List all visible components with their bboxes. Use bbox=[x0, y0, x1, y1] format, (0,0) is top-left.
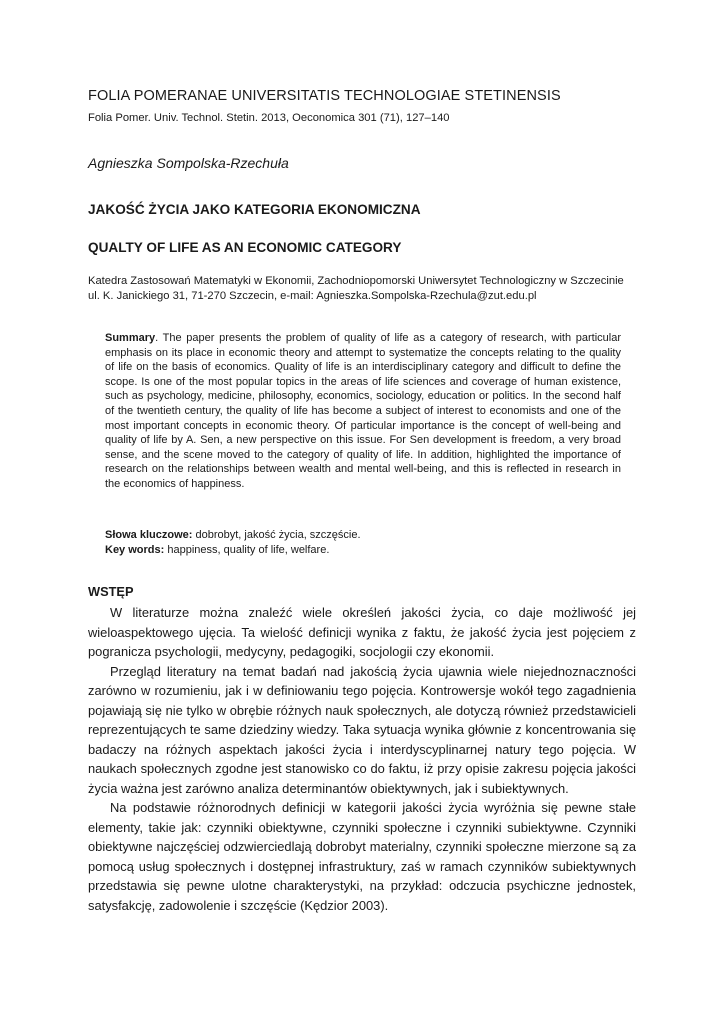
summary-abstract bbox=[105, 331, 621, 492]
section-heading: WSTĘP bbox=[88, 584, 134, 599]
author-name: Agnieszka Sompolska-Rzechuła bbox=[88, 155, 289, 171]
author-affiliation bbox=[88, 274, 624, 303]
body-paragraph: W literaturze można znaleźć wiele określeń jakości życia, co daje możliwość jej wieloaspektowego ujęcia. Ta wielość definicji wynika z faktu, że jakość życia jest pojęciem z pogranicza psychologii, medycyny, pedagogiki, socjologii czy ekonomii. bbox=[88, 605, 636, 659]
article-title-english: QUALTY OF LIFE AS AN ECONOMIC CATEGORY bbox=[88, 240, 402, 255]
body-paragraph: Na podstawie różnorodnych definicji w kategorii jakości życia wyróżnia się pewne stałe elementy, takie jak: czynniki obiektywne, czynniki społeczne i czynniki subiektywne. Czynniki obiektywne najczęściej odzwierciedlają dobrobyt materialny, czynniki społeczne mierzone są za pomocą usług społecznych i dostępnej infrastruktury, zaś w ramach czynników subiektywnych przedstawia się pewne ulotne charakterystyki, na przykład: odczucia psychiczne jednostek, satysfakcję, zadowolenie i szczęście (Kędzior 2003). bbox=[88, 800, 636, 913]
keywords-english-label: Key words: bbox=[105, 543, 165, 556]
article-title-polish: JAKOŚĆ ŻYCIA JAKO KATEGORIA EKONOMICZNA bbox=[88, 202, 421, 217]
keywords-english-text: happiness, quality of life, welfare. bbox=[164, 543, 330, 556]
affiliation-line-1: Katedra Zastosowań Matematyki w Ekonomii, Zachodniopomorski Uniwersytet Technologiczny w Szczecinie bbox=[88, 275, 624, 287]
summary-text: . The paper presents the problem of quality of life as a category of research, with particular emphasis on its place in economic theory and attempt to systematize the concepts relating to the quality of life on the basis of economics. Quality of life is an interdisciplinary category and difficult to define the scope. Is one of the most popular topics in the areas of life sciences and coverage of human existence, such as psychology, medicine, philosophy, economics, sociology, education or politics. In the second half of the twentieth century, the quality of life has become a subject of interest to economists and one of the most important concepts in economic theory. Of particular importance is the concept of well-being and quality of life by A. Sen, a new perspective on this issue. For Sen development is freedom, a very broad sense, and the scene moved to the category of quality of life. In addition, highlighted the importance of research on the relationships between wealth and mental well-being, and this is reflected in research in the economics of happiness. bbox=[105, 332, 621, 490]
keywords-polish bbox=[105, 528, 621, 543]
affiliation-line-2: ul. K. Janickiego 31, 71-270 Szczecin, e-mail: Agnieszka.Sompolska-Rzechula@zut.edu.pl bbox=[88, 289, 537, 302]
body-paragraph: Przegląd literatury na temat badań nad jakością życia ujawnia wiele niejednoznaczności zarówno w rozumieniu, jak i w definiowaniu tego pojęcia. Kontrowersje wokół tego zagadnienia pojawiają się nie tylko w obrębie różnych nauk społecznych, ale dotyczą również przedstawicieli reprezentujących te same dziedziny wiedzy. Taka sytuacja wynika głównie z koncentrowania się badaczy na różnych aspektach jakości życia i interdyscyplinarnej natury tego pojęcia. W naukach społecznych zgodne jest stanowisko co do faktu, iż przy opisie zakresu pojęcia jakości życia ważna jest zarówno analiza determinantów obiektywnych, jak i subiektywnych. bbox=[88, 663, 636, 796]
summary-label: Summary bbox=[105, 332, 156, 344]
section-body bbox=[88, 603, 636, 915]
journal-citation: Folia Pomer. Univ. Technol. Stetin. 2013, Oeconomica 301 (71), 127–140 bbox=[88, 112, 450, 124]
keywords-polish-text: dobrobyt, jakość życia, szczęście. bbox=[192, 529, 361, 541]
journal-title: FOLIA POMERANAE UNIVERSITATIS TECHNOLOGIAE STETINENSIS bbox=[88, 88, 561, 104]
keywords-english bbox=[105, 543, 621, 558]
keywords-block bbox=[105, 528, 621, 557]
keywords-polish-label: Słowa kluczowe: bbox=[105, 529, 193, 541]
